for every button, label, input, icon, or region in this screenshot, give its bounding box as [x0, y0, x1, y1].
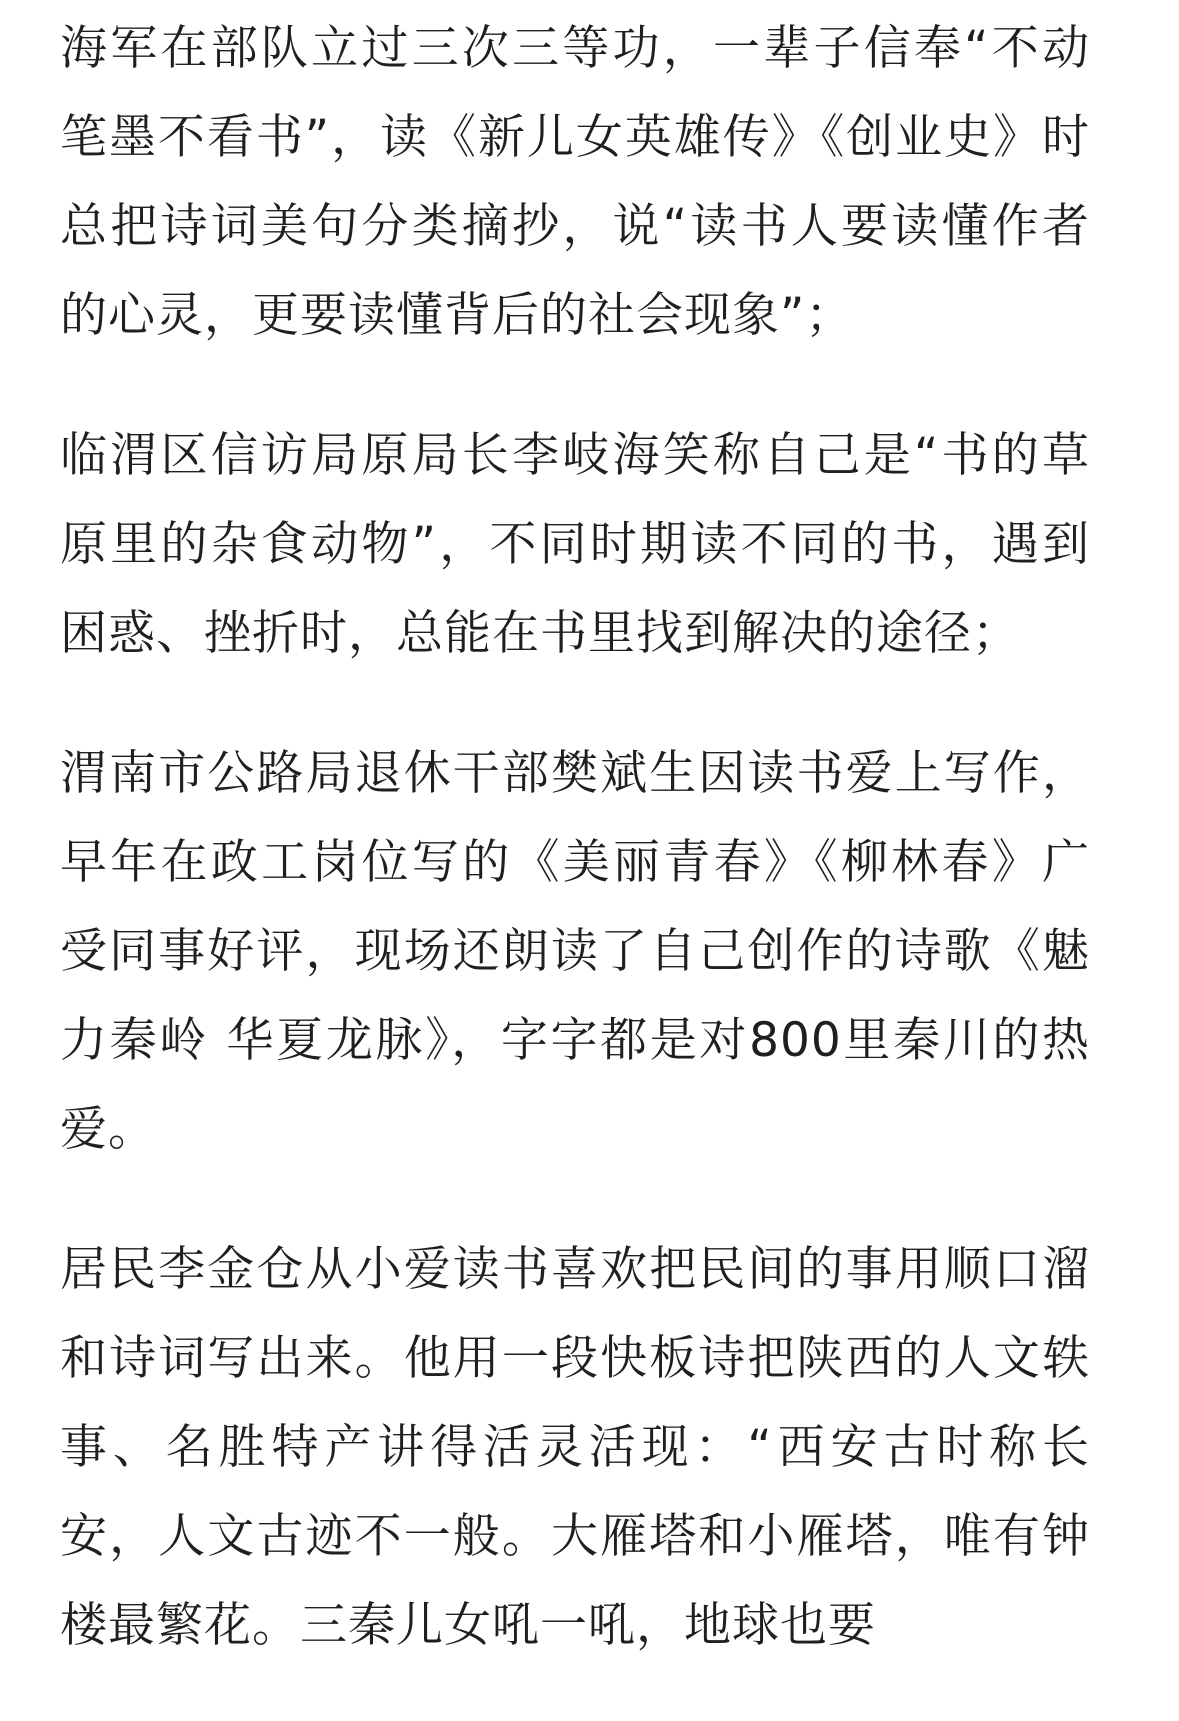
paragraph-1: 海军在部队立过三次三等功，一辈子信奉“不动笔墨不看书”，读《新儿女英雄传》《创业史》时总把诗词美句分类摘抄，说“读书人要读懂作者的心灵，更要读懂背后的社会现象”； [60, 21, 1090, 343]
paragraph-4: 居民李金仓从小爱读书喜欢把民间的事用顺口溜和诗词写出来。他用一段快板诗把陕西的人文轶事、名胜特产讲得活灵活现：“西安古时称长安，人文古迹不一般。大雁塔和小雁塔，唯有钟楼最繁花。三秦儿女吼一吼，地球也要 [60, 1242, 1090, 1653]
paragraph-3: 渭南市公路局退休干部樊斌生因读书爱上写作，早年在政工岗位写的《美丽青春》《柳林春》广受同事好评，现场还朗读了自己创作的诗歌《魅力秦岭 华夏龙脉》，字字都是对800里秦川的热爱。 [60, 746, 1090, 1157]
article-body [60, 4, 1090, 1721]
paragraph-2: 临渭区信访局原局长李岐海笑称自己是“书的草原里的杂食动物”，不同时期读不同的书，遇到困惑、挫折时，总能在书里找到解决的途径； [60, 428, 1090, 661]
